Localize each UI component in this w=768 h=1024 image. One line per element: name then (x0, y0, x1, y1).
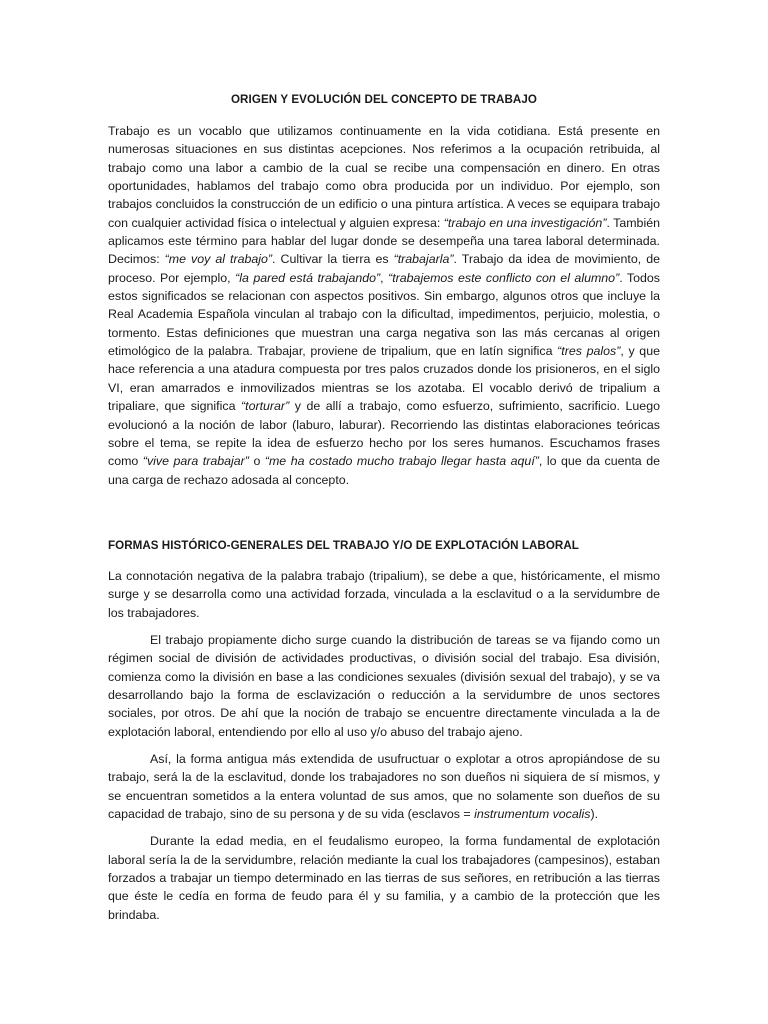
italic-run: “tres palos” (557, 344, 621, 359)
italic-run: “trabajarla” (393, 252, 454, 267)
text-run: o (248, 454, 265, 469)
italic-run: “la pared está trabajando” (235, 270, 381, 285)
document-page (108, 93, 660, 933)
italic-run: “vive para trabajar” (142, 454, 249, 469)
text-run: Así, la forma antigua más extendida de usufructuar o explotar a otros apropiándose de su trabajo, será la de la esclavitud, donde los trabajadores no son dueños ni siquiera de sí mismos, y se encuentran sometidos a la entera voluntad de sus amos, que no solamente son dueños de su capacidad de trabajo, sino de su persona y de su vida (esclavos = (108, 751, 660, 821)
text-run: El trabajo propiamente dicho surge cuando la distribución de tareas se va fijando como un régimen social de división de actividades productivas, o división social del trabajo. Esa división, comienza como la división en base a las condiciones sexuales (división sexual del trabajo), y se va desarrollando bajo la forma de esclavización o reducción a la servidumbre de unos sectores sociales, por otros. De ahí que la noción de trabajo se encuentre directamente vinculada a la de explotación laboral, entendiendo por ello al uso y/o abuso del trabajo ajeno. (108, 632, 660, 739)
section-paragraph-2 (108, 631, 660, 741)
section-paragraph-4 (108, 832, 660, 924)
text-run: , (380, 270, 389, 285)
italic-run: “me voy al trabajo” (164, 252, 273, 267)
italic-run: “me ha costado mucho trabajo llegar hasta aquí” (264, 454, 539, 469)
text-run: . Todos estos significados se relacionan con aspectos positivos. Sin embargo, algunos otros que incluye la Real Academia Española vinculan al trabajo con la dificultad, impedimentos, perjuicio, molestia, o tormento. Estas definiciones que muestran una carga negativa son las más cercanas al origen etimológico de la palabra. Trabajar, proviene de tripalium, que en latín significa (108, 270, 660, 359)
text-run: . Trabajo da idea de movimiento, de proceso. Por ejemplo, (108, 252, 660, 285)
text-run: . Cultivar la tierra es (272, 252, 394, 267)
text-run: Durante la edad media, en el feudalismo europeo, la forma fundamental de explotación laboral sería la de la servidumbre, relación mediante la cual los trabajadores (campesinos), estaban forzados a trabajar un tiempo determinado en las tierras de sus señores, en retribución a las tierras que éste le cedía en forma de feudo para él y su familia, y a cambio de la protección que les brindaba. (108, 834, 660, 922)
section-paragraph-3 (108, 750, 660, 823)
intro-paragraph (108, 122, 660, 489)
document-title: ORIGEN Y EVOLUCIÓN DEL CONCEPTO DE TRABAJO (230, 93, 538, 106)
text-run: ). (590, 807, 599, 821)
italic-run: “trabajemos este conflicto con el alumno” (388, 270, 620, 285)
text-run: , y que hace referencia a una atadura compuesta por tres palos cruzados donde los prisioneros, en el siglo VI, eran amarrados e inmovilizados mientras se los azotaba. El vocablo derivó de tripalium a tripaliare, que significa (108, 344, 660, 414)
italic-run: instrumentum vocalis (474, 807, 591, 821)
text-run: , lo que da cuenta de una carga de rechazo adosada al concepto. (108, 454, 660, 487)
section-paragraph-1 (108, 567, 660, 622)
text-run: La connotación negativa de la palabra trabajo (tripalium), se debe a que, históricamente, el mismo surge y se desarrolla como una actividad forzada, vinculada a la esclavitud o a la servidumbre de los trabajadores. (108, 568, 660, 620)
text-run: . También aplicamos este término para hablar del lugar donde se desempeña una tarea laboral determinada. Decimos: (108, 215, 660, 267)
section-heading: FORMAS HISTÓRICO-GENERALES DEL TRABAJO Y/O DE EXPLOTACIÓN LABORAL (108, 538, 579, 552)
italic-run: “trabajo en una investigación” (443, 215, 607, 230)
text-run: Trabajo es un vocablo que utilizamos continuamente en la vida cotidiana. Está presente en numerosas situaciones en sus distintas acepciones. Nos referimos a la ocupación retribuida, al trabajo como una labor a cambio de la cual se recibe una compensación en dinero. En otras oportunidades, hablamos del trabajo como obra producida por un individuo. Por ejemplo, son trabajos concluidos la construcción de un edificio o una pintura artística. A veces se equipara trabajo con cualquier actividad física o intelectual y alguien expresa: (108, 124, 660, 230)
italic-run: “torturar” (241, 399, 290, 414)
text-run: y de allí a trabajo, como esfuerzo, sufrimiento, sacrificio. Luego evolucionó a la noción de labor (laburo, laburar). Recorriendo las distintas elaboraciones teóricas sobre el tema, se repite la idea de esfuerzo hecho por los seres humanos. Escuchamos frases como (108, 399, 660, 469)
